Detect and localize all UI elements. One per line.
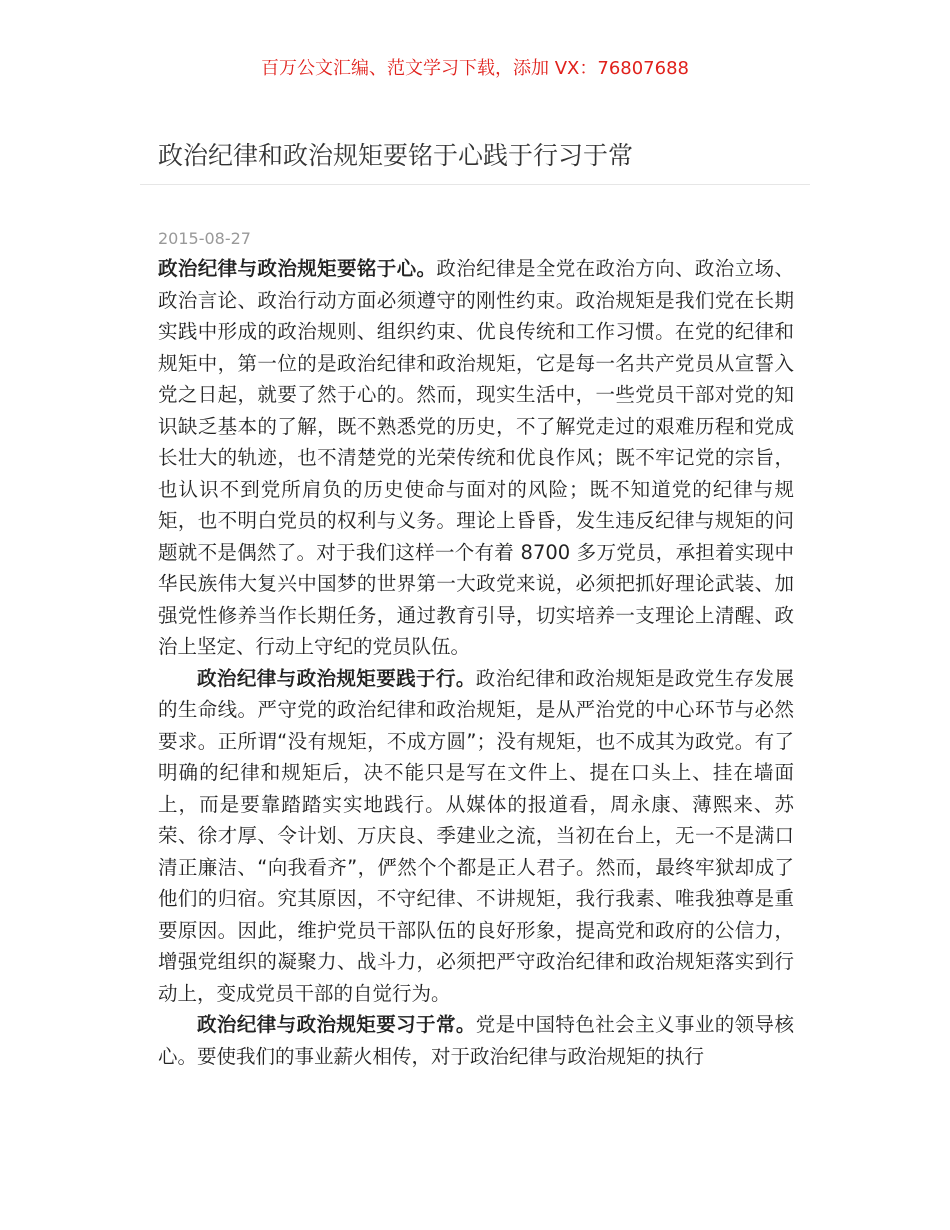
header-banner: 百万公文汇编、范文学习下载，添加 VX：76807688 — [261, 58, 689, 79]
paragraph-text: 政治纪律和政治规矩是政党生存发展的生命线。严守党的政治纪律和政治规矩，是从严治党的中心环节与必然要求。正所谓“没有规矩，不成方圆”；没有规矩，也不成其为政党。有了明确的纪律和规矩后，决不能只是写在文件上、提在口头上、挂在墙面上，而是要靠踏踏实实地践行。从媒体的报道看，周永康、薄熙来、苏荣、徐才厚、令计划、万庆良、季建业之流，当初在台上，无一不是满口清正廉洁、“向我看齐”，俨然个个都是正人君子。然而，最终牢狱却成了他们的归宿。究其原因，不守纪律、不讲规矩，我行我素、唯我独尊是重要原因。因此，维护党员干部队伍的良好形象，提高党和政府的公信力，增强党组织的凝聚力、战斗力，必须把严守政治纪律和政治规矩落实到行动上，变成党员干部的自觉行为。 — [158, 666, 794, 1005]
article-body — [158, 253, 794, 1123]
paragraph-lead: 政治纪律与政治规矩要铭于心。 — [158, 257, 437, 280]
paragraph-text: 政治纪律是全党在政治方向、政治立场、政治言论、政治行动方面必须遵守的刚性约束。政治规矩是我们党在长期实践中形成的政治规则、组织约束、优良传统和工作习惯。在党的纪律和规矩中，第一位的是政治纪律和政治规矩，它是每一名共产党员从宣誓入党之日起，就要了然于心的。然而，现实生活中，一些党员干部对党的知识缺乏基本的了解，既不熟悉党的历史，不了解党走过的艰难历程和党成长壮大的轨迹，也不清楚党的光荣传统和优良作风；既不牢记党的宗旨，也认识不到党所肩负的历史使命与面对的风险；既不知道党的纪律与规矩，也不明白党员的权利与义务。理论上昏昏，发生违反纪律与规矩的问题就不是偶然了。对于我们这样一个有着 8700 多万党员，承担着实现中华民族伟大复兴中国梦的世界第一大政党来说，必须把抓好理论武装、加强党性修养当作长期任务，通过教育引导，切实培养一支理论上清醒、政治上坚定、行动上守纪的党员队伍。 — [158, 257, 794, 658]
title-divider — [140, 184, 810, 185]
article-paragraph — [158, 663, 794, 1010]
article-paragraph — [158, 253, 794, 663]
paragraph-text: 党是中国特色社会主义事业的领导核心。要使我们的事业薪火相传，对于政治纪律与政治规矩的执行 — [158, 1013, 794, 1068]
page-title: 政治纪律和政治规矩要铭于心践于行习于常 — [158, 141, 634, 170]
article-paragraph — [158, 1009, 794, 1072]
publish-date: 2015-08-27 — [158, 229, 251, 248]
paragraph-lead: 政治纪律与政治规矩要习于常。 — [197, 1013, 476, 1036]
paragraph-lead: 政治纪律与政治规矩要践于行。 — [197, 666, 476, 690]
